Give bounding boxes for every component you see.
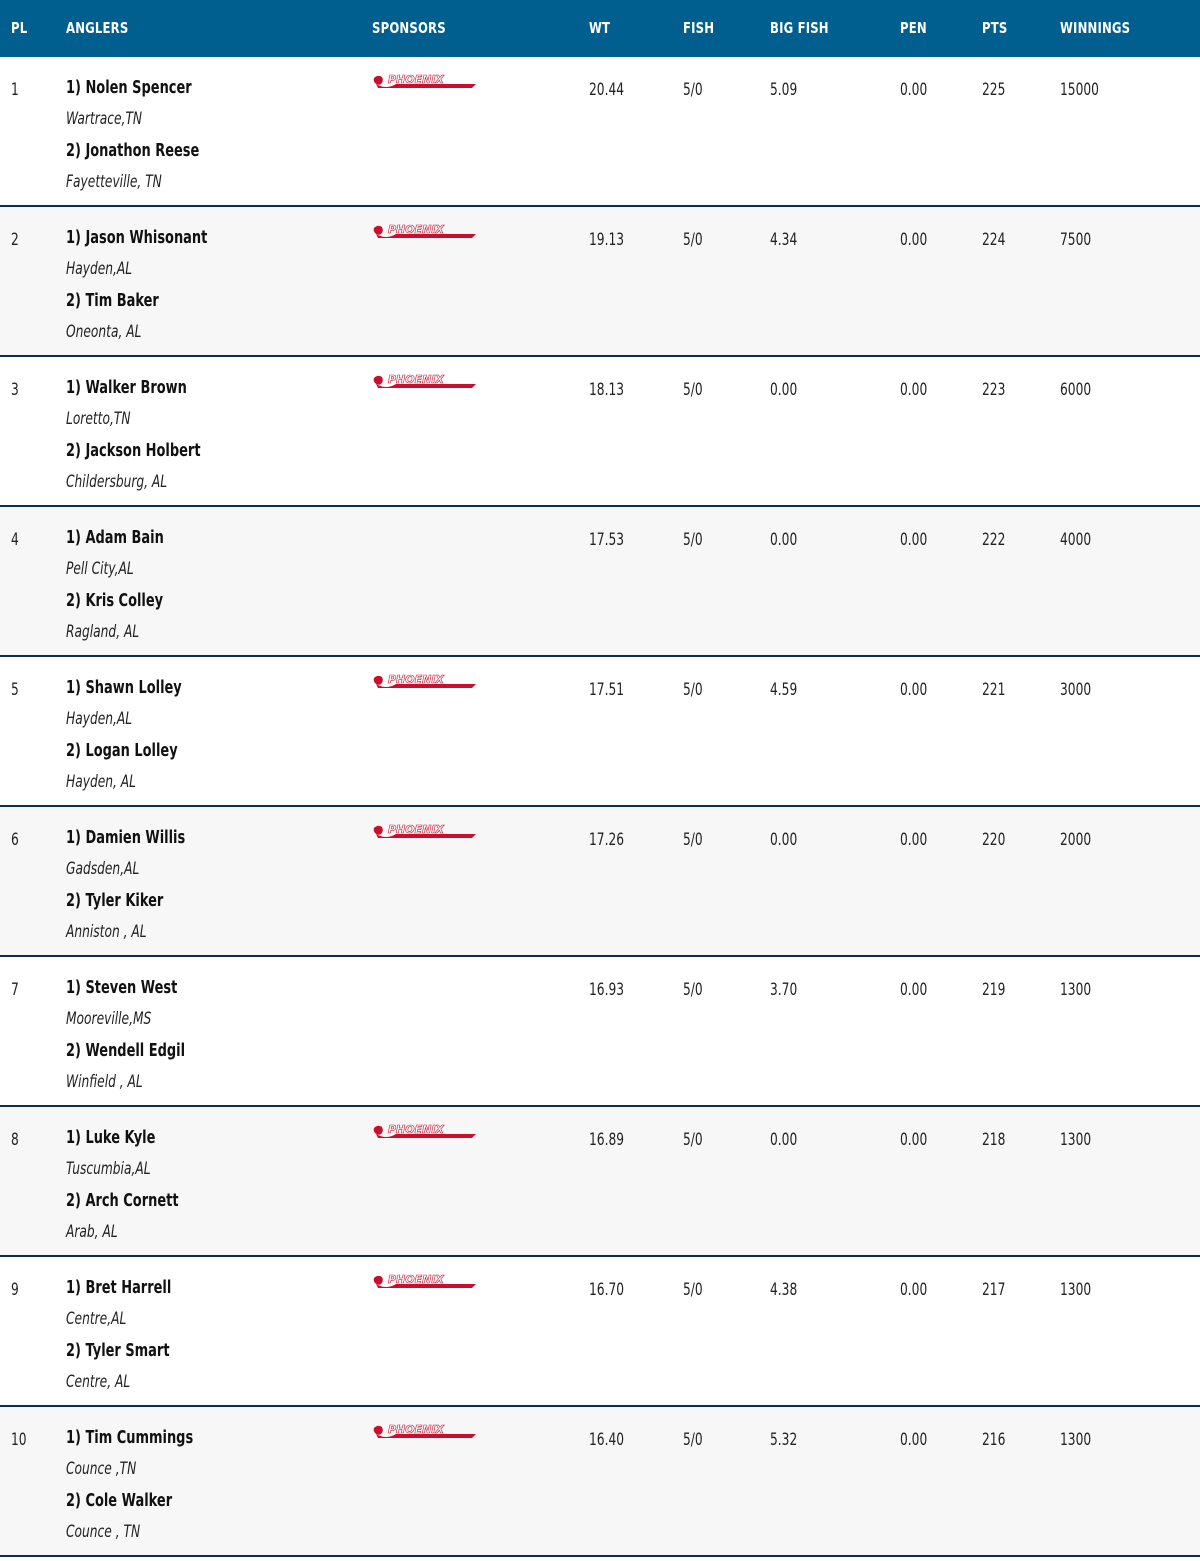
angler-2-name: 2) Tyler Smart [66,1340,170,1361]
table-row [0,207,1200,357]
phoenix-bird-shape [374,226,383,235]
angler-2-location: Anniston , AL [66,921,147,942]
points-cell: 220 [982,830,1006,850]
phoenix-bird-shape [374,1126,383,1135]
place-cell: 3 [11,380,19,400]
sponsor-logo-text: PHOENIX [388,373,444,386]
winnings-cell: 1300 [1060,1280,1092,1300]
phoenix-bird-shape [374,1426,383,1435]
table-body [0,57,1200,1557]
big-fish-cell: 4.59 [770,680,798,700]
angler-1-name: 1) Shawn Lolley [66,677,182,698]
penalty-cell: 0.00 [900,980,928,1000]
angler-1-location: Mooreville,MS [66,1008,152,1029]
anglers-cell [66,1272,366,1398]
angler-2-name: 2) Wendell Edgil [66,1040,186,1061]
angler-1-name: 1) Damien Willis [66,827,186,848]
phoenix-bird-shape [374,376,383,385]
fish-cell: 5/0 [683,680,703,700]
winnings-cell: 1300 [1060,1130,1092,1150]
fish-cell: 5/0 [683,80,703,100]
place-cell: 6 [11,830,19,850]
angler-2-name: 2) Arch Cornett [66,1190,179,1211]
place-cell: 7 [11,980,19,1000]
angler-1-location: Counce ,TN [66,1458,137,1479]
penalty-cell: 0.00 [900,530,928,550]
winnings-cell: 1300 [1060,1430,1092,1450]
angler-1-name: 1) Adam Bain [66,527,164,548]
angler-1-name: 1) Steven West [66,977,178,998]
anglers-cell [66,372,366,498]
table-row [0,807,1200,957]
angler-1-location: Centre,AL [66,1308,127,1329]
angler-1-name: 1) Luke Kyle [66,1127,156,1148]
weight-cell: 18.13 [589,380,625,400]
table-header [0,0,1200,57]
table-row [0,657,1200,807]
big-fish-cell: 3.70 [770,980,798,1000]
angler-1-location: Gadsden,AL [66,858,140,879]
fish-cell: 5/0 [683,1130,703,1150]
anglers-cell [66,972,366,1098]
weight-cell: 16.93 [589,980,625,1000]
place-cell: 2 [11,230,19,250]
angler-1-name: 1) Nolen Spencer [66,77,192,98]
winnings-cell: 7500 [1060,230,1092,250]
angler-2-name: 2) Kris Colley [66,590,164,611]
angler-2-location: Ragland, AL [66,621,140,642]
place-cell: 4 [11,530,19,550]
angler-1-name: 1) Jason Whisonant [66,227,208,248]
winnings-cell: 6000 [1060,380,1092,400]
winnings-cell: 4000 [1060,530,1092,550]
header-pl[interactable]: PL [11,19,28,37]
header-pen[interactable]: PEN [900,19,927,37]
big-fish-cell: 5.09 [770,80,798,100]
header-anglers[interactable]: ANGLERS [66,19,129,37]
table-row [0,357,1200,507]
sponsor-logo-text: PHOENIX [388,673,444,686]
angler-2-location: Fayetteville, TN [66,171,162,192]
place-cell: 5 [11,680,19,700]
angler-1-location: Hayden,AL [66,708,133,729]
big-fish-cell: 0.00 [770,830,798,850]
points-cell: 216 [982,1430,1006,1450]
points-cell: 217 [982,1280,1006,1300]
angler-2-location: Childersburg, AL [66,471,168,492]
weight-cell: 17.26 [589,830,625,850]
angler-2-name: 2) Cole Walker [66,1490,173,1511]
phoenix-logo-icon[interactable] [372,672,480,692]
table-row [0,957,1200,1107]
phoenix-logo-icon[interactable] [372,72,480,92]
weight-cell: 17.53 [589,530,625,550]
phoenix-bird-shape [374,676,383,685]
penalty-cell: 0.00 [900,830,928,850]
angler-1-location: Loretto,TN [66,408,131,429]
angler-1-name: 1) Walker Brown [66,377,187,398]
anglers-cell [66,72,366,198]
points-cell: 224 [982,230,1006,250]
sponsor-logo-text: PHOENIX [388,823,444,836]
phoenix-logo-icon[interactable] [372,222,480,242]
angler-1-name: 1) Tim Cummings [66,1427,194,1448]
header-sponsors[interactable]: SPONSORS [372,19,446,37]
weight-cell: 17.51 [589,680,625,700]
angler-2-name: 2) Jonathon Reese [66,140,200,161]
points-cell: 218 [982,1130,1006,1150]
big-fish-cell: 4.34 [770,230,798,250]
angler-1-location: Pell City,AL [66,558,134,579]
phoenix-bird-shape [374,1276,383,1285]
anglers-cell [66,522,366,648]
angler-2-location: Winfield , AL [66,1071,143,1092]
sponsor-logo-text: PHOENIX [388,1123,444,1136]
big-fish-cell: 0.00 [770,380,798,400]
phoenix-bird-shape [374,76,383,85]
points-cell: 219 [982,980,1006,1000]
penalty-cell: 0.00 [900,1280,928,1300]
header-winnings[interactable]: WINNINGS [1060,19,1131,37]
phoenix-bird-shape [374,826,383,835]
weight-cell: 16.40 [589,1430,625,1450]
angler-2-location: Arab, AL [66,1221,118,1242]
fish-cell: 5/0 [683,1280,703,1300]
anglers-cell [66,1422,366,1548]
angler-2-location: Oneonta, AL [66,321,142,342]
sponsor-logo-text: PHOENIX [388,223,444,236]
angler-2-location: Centre, AL [66,1371,131,1392]
penalty-cell: 0.00 [900,80,928,100]
phoenix-logo-icon[interactable] [372,1422,480,1442]
angler-2-name: 2) Tim Baker [66,290,159,311]
anglers-cell [66,672,366,798]
phoenix-logo-icon[interactable] [372,1272,480,1292]
angler-2-name: 2) Logan Lolley [66,740,178,761]
anglers-cell [66,1122,366,1248]
penalty-cell: 0.00 [900,1130,928,1150]
phoenix-logo-icon[interactable] [372,822,480,842]
fish-cell: 5/0 [683,530,703,550]
angler-1-location: Tuscumbia,AL [66,1158,151,1179]
penalty-cell: 0.00 [900,1430,928,1450]
penalty-cell: 0.00 [900,230,928,250]
angler-2-location: Hayden, AL [66,771,136,792]
table-row [0,1107,1200,1257]
winnings-cell: 1300 [1060,980,1092,1000]
angler-1-location: Wartrace,TN [66,108,143,129]
anglers-cell [66,822,366,948]
points-cell: 223 [982,380,1006,400]
big-fish-cell: 0.00 [770,530,798,550]
angler-2-name: 2) Jackson Holbert [66,440,201,461]
angler-2-location: Counce , TN [66,1521,141,1542]
big-fish-cell: 5.32 [770,1430,798,1450]
points-cell: 225 [982,80,1006,100]
fish-cell: 5/0 [683,1430,703,1450]
weight-cell: 16.70 [589,1280,625,1300]
anglers-cell [66,222,366,348]
sponsor-logo-text: PHOENIX [388,1423,444,1436]
big-fish-cell: 4.38 [770,1280,798,1300]
place-cell: 9 [11,1280,19,1300]
penalty-cell: 0.00 [900,680,928,700]
header-big-fish[interactable]: BIG FISH [770,19,829,37]
winnings-cell: 2000 [1060,830,1092,850]
angler-1-name: 1) Bret Harrell [66,1277,172,1298]
sponsor-logo-text: PHOENIX [388,73,444,86]
table-row [0,1257,1200,1407]
header-fish[interactable]: FISH [683,19,715,37]
table-row [0,507,1200,657]
penalty-cell: 0.00 [900,380,928,400]
points-cell: 222 [982,530,1006,550]
place-cell: 1 [11,80,19,100]
place-cell: 10 [11,1430,27,1450]
weight-cell: 19.13 [589,230,625,250]
weight-cell: 20.44 [589,80,625,100]
big-fish-cell: 0.00 [770,1130,798,1150]
points-cell: 221 [982,680,1006,700]
table-row [0,57,1200,207]
fish-cell: 5/0 [683,230,703,250]
table-row [0,1407,1200,1557]
header-wt[interactable]: WT [589,19,611,37]
winnings-cell: 15000 [1060,80,1099,100]
phoenix-logo-icon[interactable] [372,372,480,392]
fish-cell: 5/0 [683,380,703,400]
header-pts[interactable]: PTS [982,19,1008,37]
angler-1-location: Hayden,AL [66,258,133,279]
fish-cell: 5/0 [683,980,703,1000]
winnings-cell: 3000 [1060,680,1092,700]
phoenix-logo-icon[interactable] [372,1122,480,1142]
fish-cell: 5/0 [683,830,703,850]
weight-cell: 16.89 [589,1130,625,1150]
angler-2-name: 2) Tyler Kiker [66,890,164,911]
place-cell: 8 [11,1130,19,1150]
sponsor-logo-text: PHOENIX [388,1273,444,1286]
